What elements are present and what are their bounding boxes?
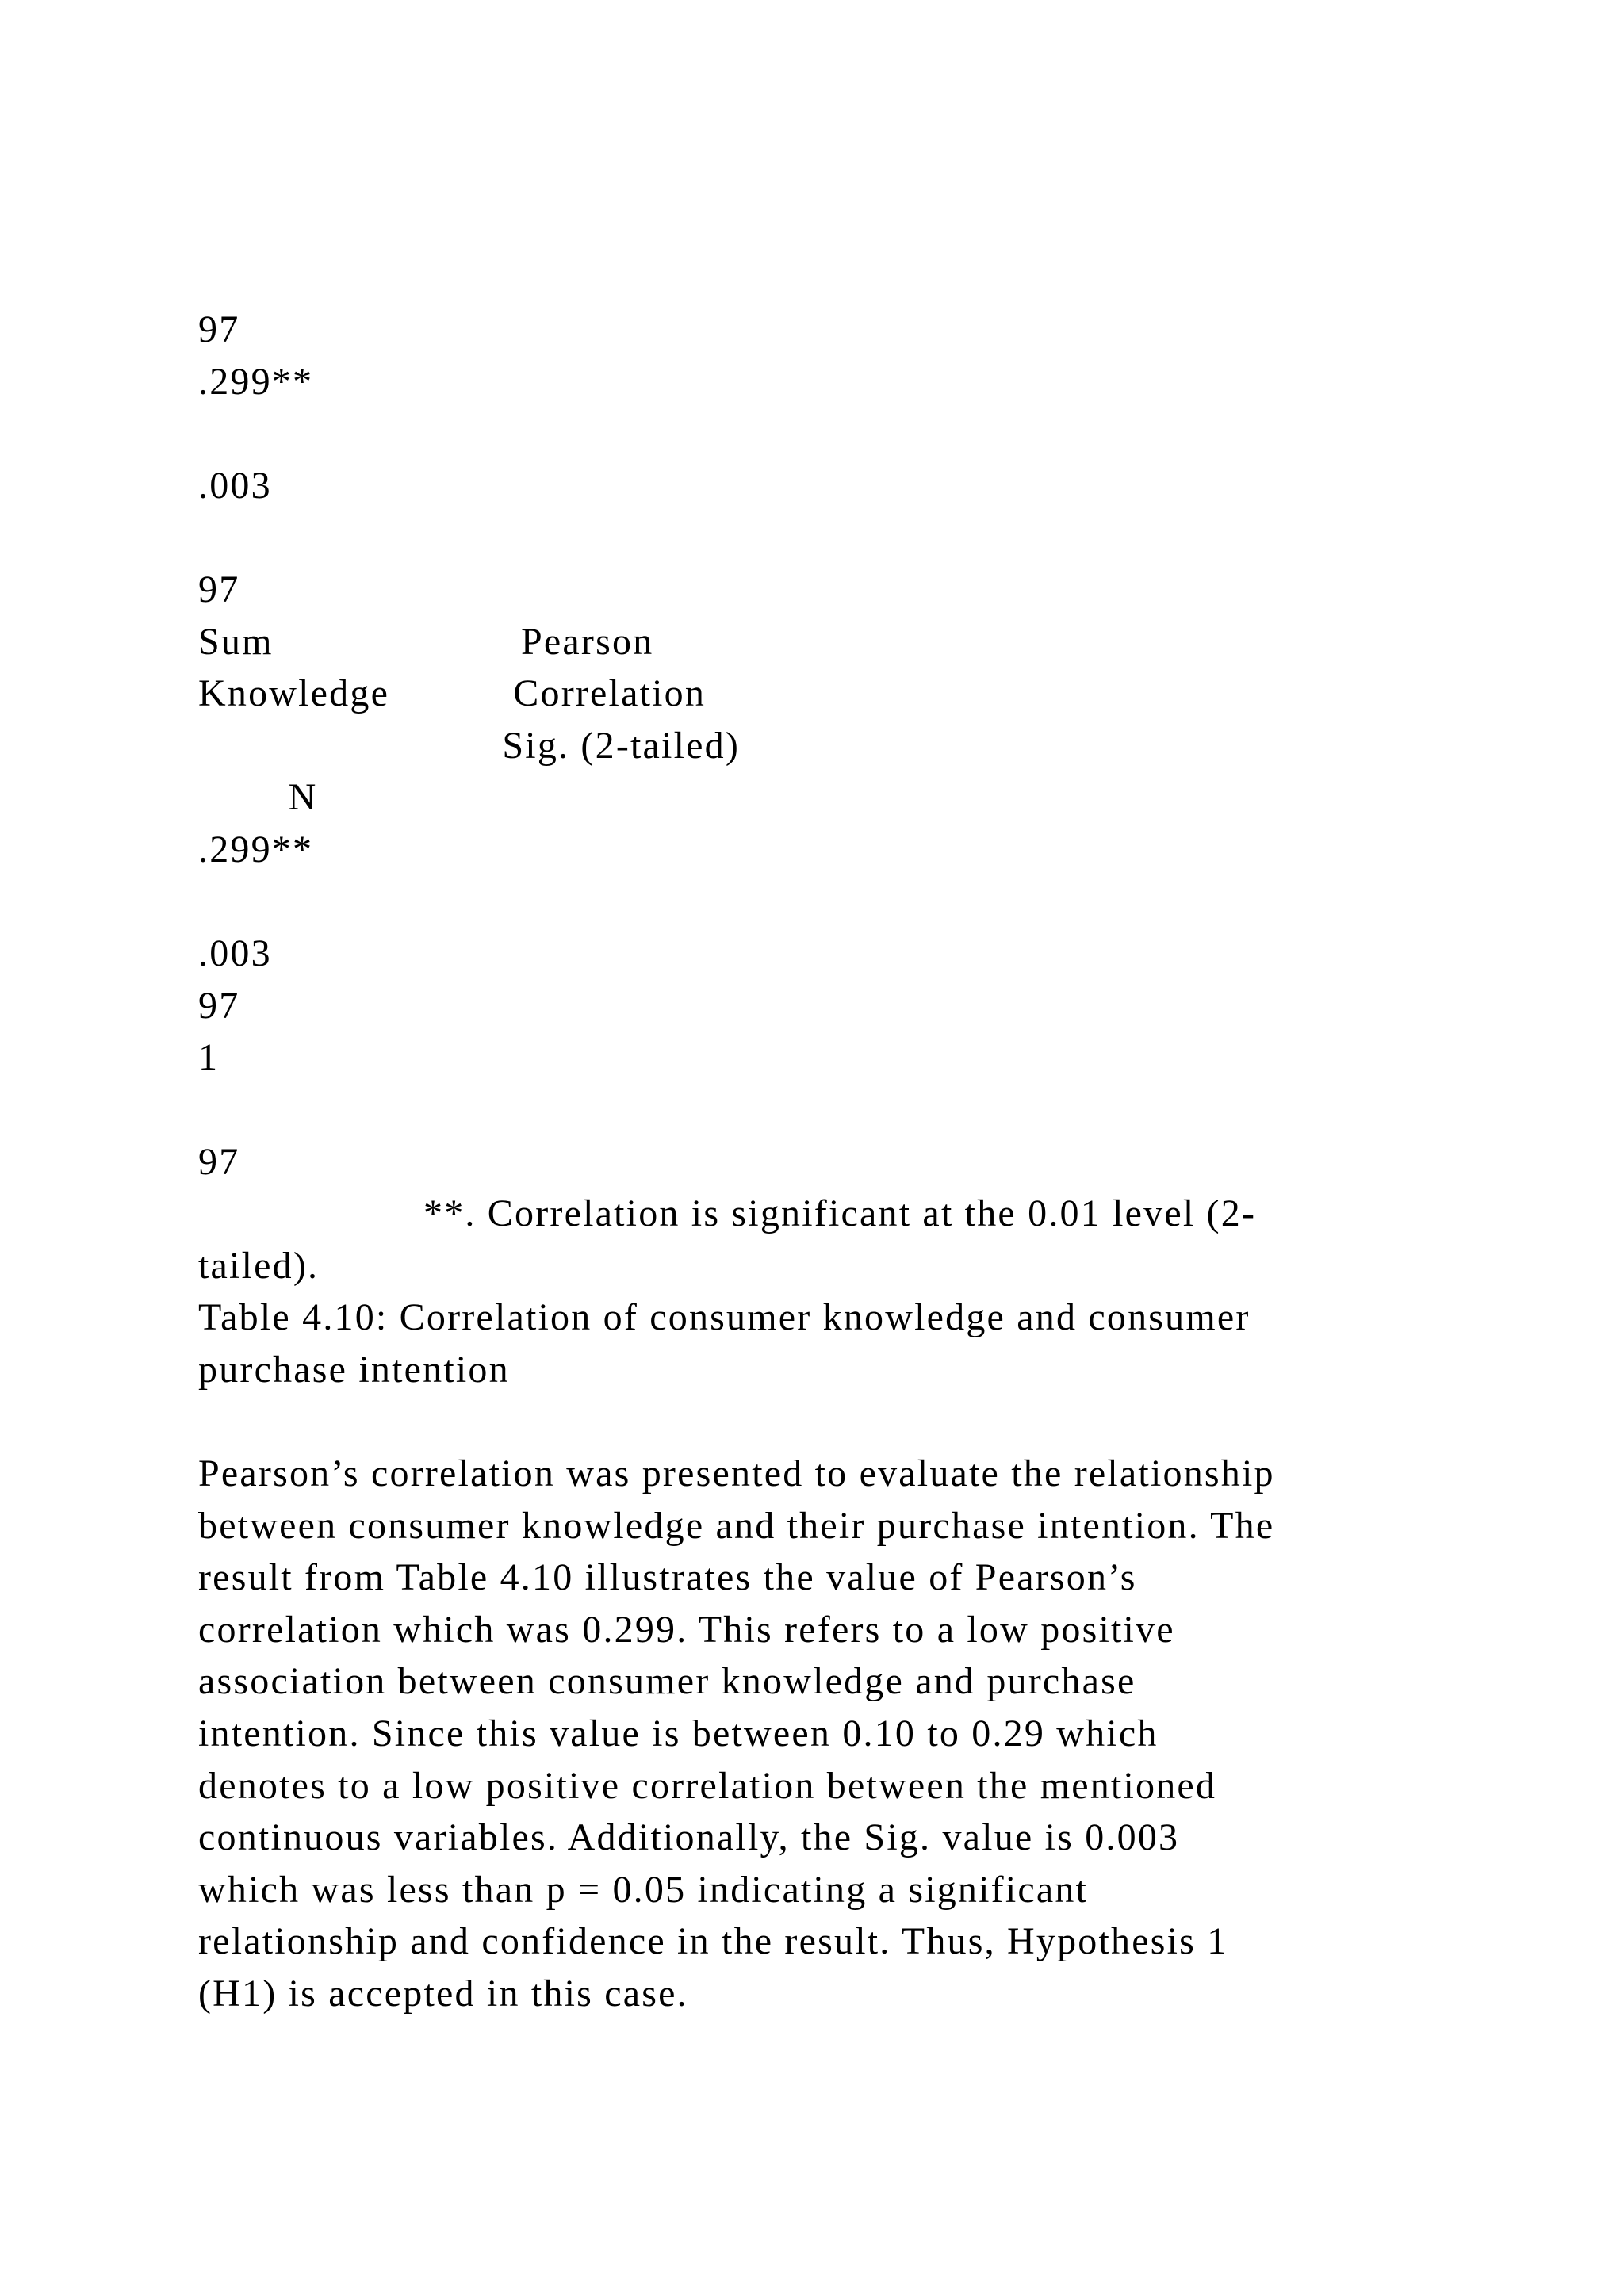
blank-line [198,1395,1435,1448]
body-paragraph-line: result from Table 4.10 illustrates the value of Pearson’s [198,1556,1137,1599]
body-paragraph-line: association between consumer knowledge and purchase [198,1660,1136,1703]
table-cell-sig: .003 [198,932,272,975]
body-paragraph-line: continuous variables. Additionally, the Sig. value is 0.003 [198,1816,1180,1859]
blank-line [198,876,1435,928]
table-footnote: **. Correlation is significant at the 0.01 level (2- [198,1192,1257,1235]
table-row-label: Knowledge Correlation [198,672,707,715]
table-caption: Table 4.10: Correlation of consumer knowledge and consumer [198,1296,1251,1339]
body-paragraph-line: intention. Since this value is between 0.10 to 0.29 which [198,1712,1159,1755]
table-cell-sig: .003 [198,464,272,507]
table-cell-n: 97 [198,984,240,1027]
table-cell-n: 97 [198,308,240,350]
body-paragraph-line: denotes to a low positive correlation between the mentioned [198,1764,1217,1807]
table-row-label: N [198,776,318,819]
body-paragraph-line: which was less than p = 0.05 indicating a significant [198,1868,1089,1911]
body-paragraph-line: between consumer knowledge and their purchase intention. The [198,1504,1275,1547]
body-paragraph-line: relationship and confidence in the result. Thus, Hypothesis 1 [198,1920,1228,1963]
table-row-label: Sig. (2-tailed) [198,724,741,767]
body-paragraph-line: Pearson’s correlation was presented to evaluate the relationship [198,1452,1275,1495]
blank-line [198,1084,1435,1136]
body-paragraph-line: correlation which was 0.299. This refers to a low positive [198,1608,1175,1651]
document-text [198,304,1435,2020]
blank-line [198,511,1435,564]
table-cell-correlation: .299** [198,828,314,871]
table-cell-n: 97 [198,1140,240,1183]
table-caption: purchase intention [198,1348,510,1391]
table-cell-correlation: 1 [198,1036,220,1079]
blank-line [198,408,1435,460]
table-row-label: Sum Pearson [198,620,654,663]
table-cell-correlation: .299** [198,360,314,403]
body-paragraph-line: (H1) is accepted in this case. [198,1973,688,2015]
table-cell-n: 97 [198,568,240,610]
table-footnote: tailed). [198,1244,320,1287]
